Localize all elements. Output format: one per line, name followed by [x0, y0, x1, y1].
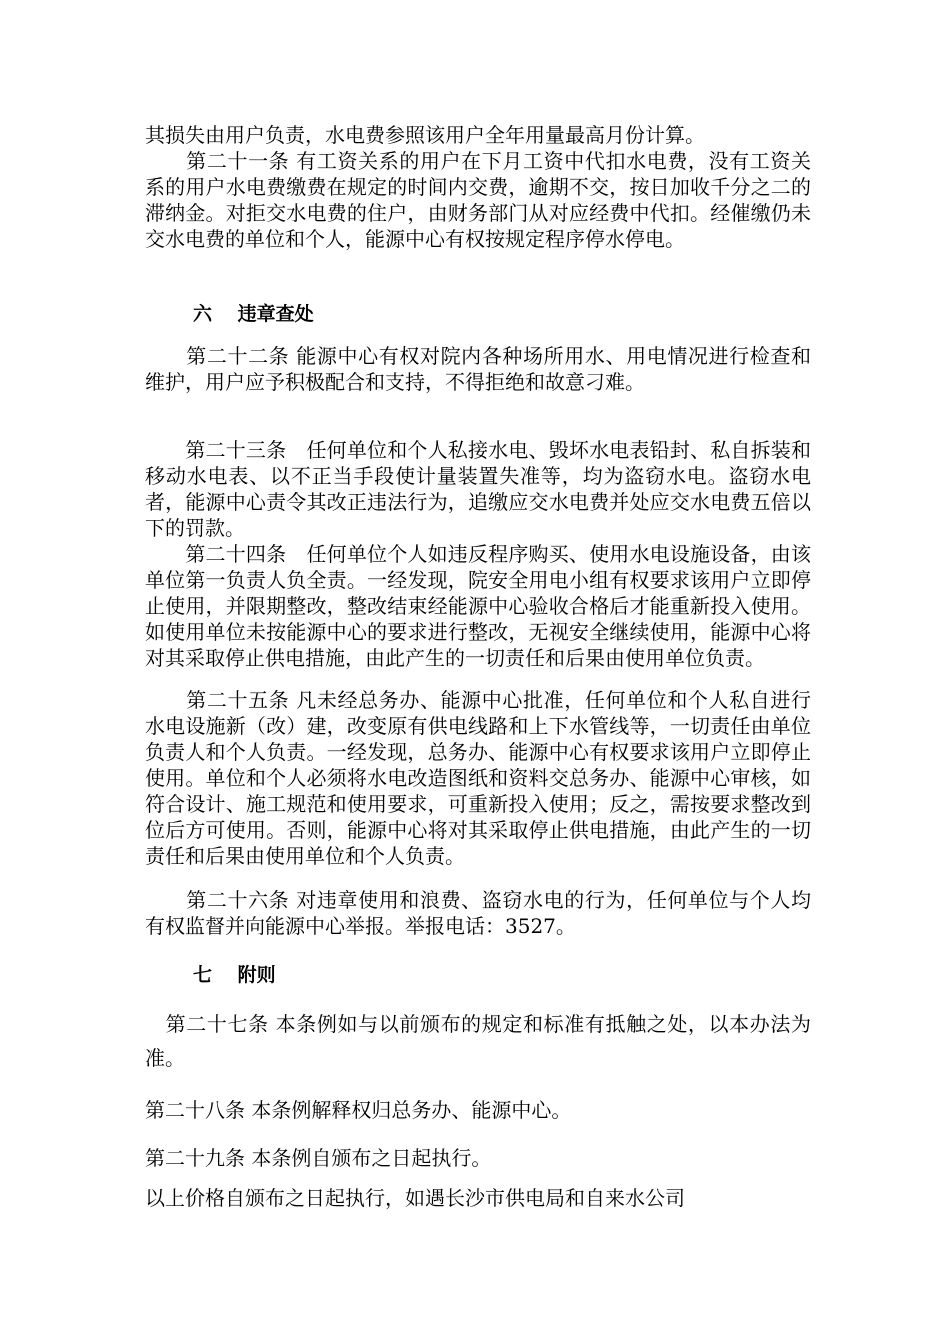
paragraph-article-22: 第二十二条 能源中心有权对院内各种场所用水、用电情况进行检查和维护，用户应予积极配合和支持，不得拒绝和故意刁难。 [145, 344, 811, 394]
paragraph-article-23: 第二十三条 任何单位和个人私接水电、毁坏水电表铅封、私自拆装和移动水电表、以不正当手段使计量装置失准等，均为盗窃水电。盗窃水电者，能源中心责令其改正违法行为，追缴应交水电费并处应交水电费五倍以下的罚款。 [145, 438, 811, 540]
paragraph-article-25: 第二十五条 凡未经总务办、能源中心批准，任何单位和个人私自进行水电设施新（改）建，改变原有供电线路和上下水管线等，一切责任由单位负责人和个人负责。一经发现，总务办、能源中心有权要求该用户立即停止使用。单位和个人必须将水电改造图纸和资料交总务办、能源中心审核，如符合设计、施工规范和使用要求，可重新投入使用；反之，需按要求整改到位后方可使用。否则，能源中心将对其采取停止供电措施，由此产生的一切责任和后果由使用单位和个人负责。 [145, 688, 811, 868]
paragraph-article-24: 第二十四条 任何单位个人如违反程序购买、使用水电设施设备，由该单位第一负责人负全责。一经发现，院安全用电小组有权要求该用户立即停止使用，并限期整改，整改结束经能源中心验收合格后才能重新投入使用。如使用单位未按能源中心的要求进行整改，无视安全继续使用，能源中心将对其采取停止供电措施，由此产生的一切责任和后果由使用单位负责。 [145, 542, 811, 670]
paragraph-article-26: 第二十六条 对违章使用和浪费、盗窃水电的行为，任何单位与个人均有权监督并向能源中心举报。举报电话：3527。 [145, 888, 811, 938]
section-heading-violations: 六 违章查处 [193, 303, 314, 325]
paragraph-carryover: 其损失由用户负责，水电费参照该用户全年用量最高月份计算。 [145, 123, 705, 147]
paragraph-prices: 以上价格自颁布之日起执行，如遇长沙市供电局和自来水公司 [145, 1186, 685, 1210]
paragraph-article-21: 第二十一条 有工资关系的用户在下月工资中代扣水电费，没有工资关系的用户水电费缴费在规定的时间内交费，逾期不交，按日加收千分之二的滞纳金。对拒交水电费的住户，由财务部门从对应经费中代扣。经催缴仍未交水电费的单位和个人，能源中心有权按规定程序停水停电。 [145, 149, 811, 251]
section-heading-appendix: 七 附则 [193, 964, 276, 986]
paragraph-article-27: 第二十七条 本条例如与以前颁布的规定和标准有抵触之处，以本办法为准。 [145, 1012, 811, 1070]
paragraph-article-29: 第二十九条 本条例自颁布之日起执行。 [145, 1146, 492, 1170]
paragraph-article-28: 第二十八条 本条例解释权归总务办、能源中心。 [145, 1098, 572, 1122]
